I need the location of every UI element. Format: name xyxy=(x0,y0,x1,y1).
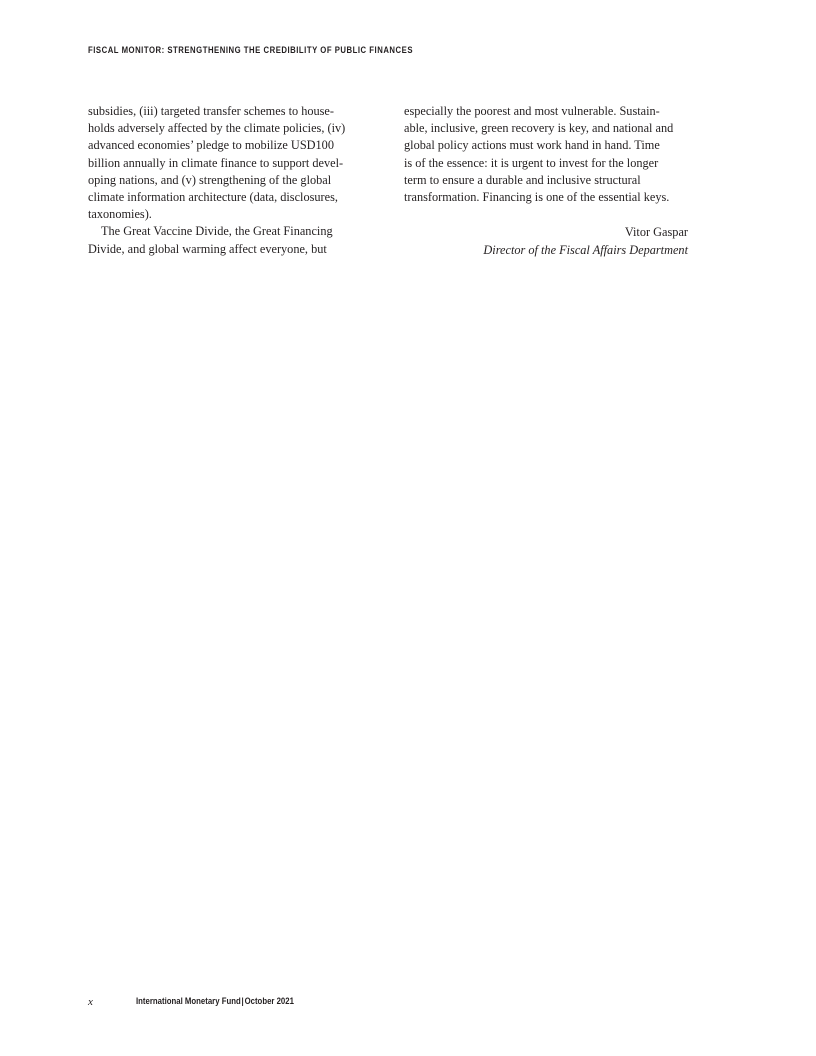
paragraph-start-line: The Great Vaccine Divide, the Great Financing xyxy=(101,224,333,239)
footer-separator: | xyxy=(241,996,244,1007)
text-line: transformation. Financing is one of the essential keys. xyxy=(404,190,670,205)
signatory-title: Director of the Fiscal Affairs Department xyxy=(483,243,688,257)
text-line: holds adversely affected by the climate policies, (iv) xyxy=(88,121,346,136)
text-line: advanced economies’ pledge to mobilize USD100 xyxy=(88,138,334,153)
running-header-title: FISCAL MONITOR: STRENGTHENING THE CREDIBILITY OF PUBLIC FINANCES xyxy=(88,45,414,55)
footer-date: October 2021 xyxy=(244,996,294,1007)
text-line: taxonomies). xyxy=(88,207,152,222)
text-line: climate information architecture (data, disclosures, xyxy=(88,190,338,205)
signature-block xyxy=(483,223,688,259)
text-line: term to ensure a durable and inclusive structural xyxy=(404,172,641,187)
footer-publisher xyxy=(136,996,294,1007)
text-line: able, inclusive, green recovery is key, and national and xyxy=(404,121,674,136)
page-number: x xyxy=(88,996,93,1008)
text-line: global policy actions must work hand in hand. Time xyxy=(404,138,660,153)
text-line: subsidies, (iii) targeted transfer schemes to house- xyxy=(88,104,334,118)
signatory-name: Vitor Gaspar xyxy=(624,225,688,239)
text-line: billion annually in climate finance to support devel- xyxy=(88,155,344,170)
right-text-column xyxy=(404,103,689,206)
text-line: Divide, and global warming affect everyone, but xyxy=(88,241,327,256)
text-line: is of the essence: it is urgent to invest for the longer xyxy=(404,155,659,170)
footer-organization: International Monetary Fund xyxy=(136,996,241,1007)
text-line: especially the poorest and most vulnerable. Sustain- xyxy=(404,104,660,118)
left-text-column xyxy=(88,103,373,258)
text-line: oping nations, and (v) strengthening of the global xyxy=(88,172,332,187)
